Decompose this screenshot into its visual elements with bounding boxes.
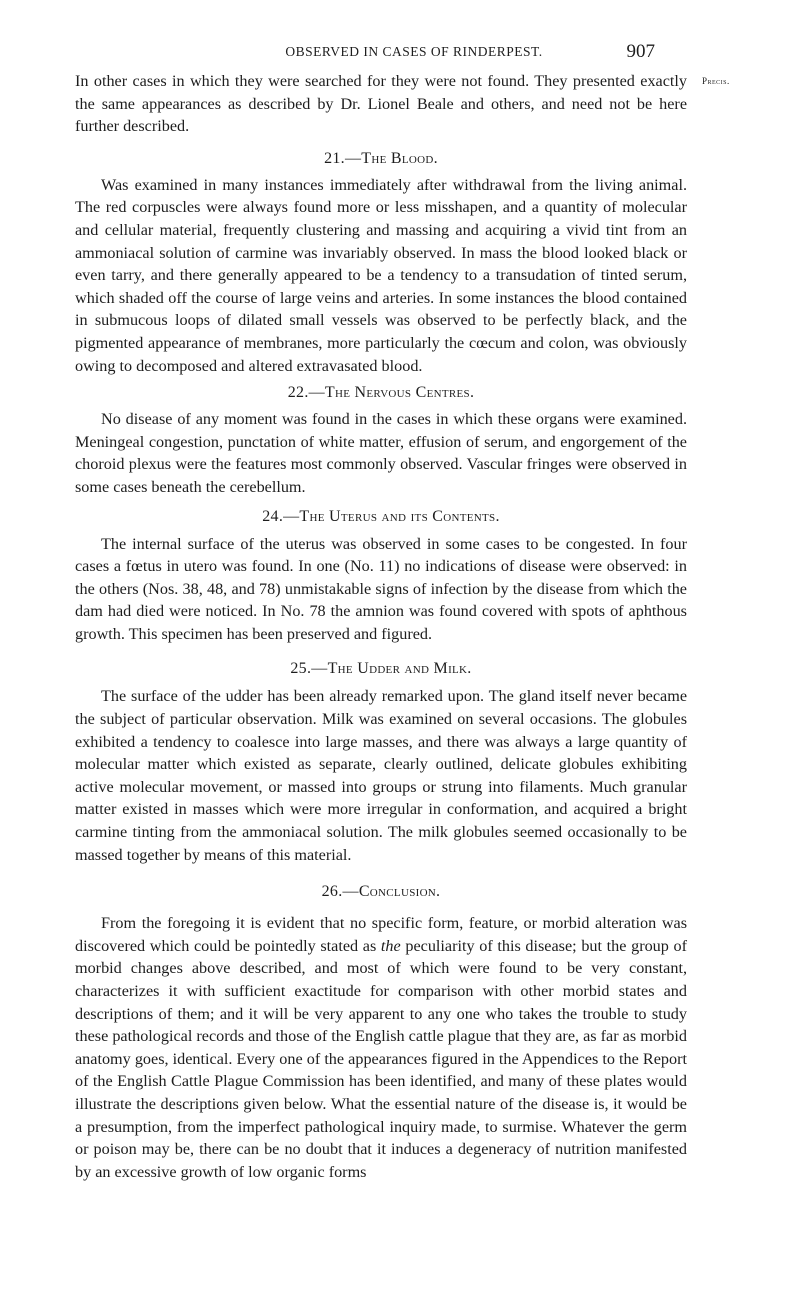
section-21-title: The Blood.: [361, 149, 438, 167]
page-number: 907: [626, 41, 655, 62]
running-header: [0, 41, 800, 66]
section-26-text-after: peculiarity of this disease; but the group of morbid changes above described, and most of which were found to be very constant, characterizes it with sufficient exactitude for comparison with other morbid states and descriptions of them; and it will be very apparent to any one who takes the trouble to study these pathological records and those of the English cattle plague that they are, as far as morbid anatomy goes, identical. Every one of the appearances figured in the Appendices to the Report of the English Cattle Plague Commission has been identified, and many of these plates would illustrate the descriptions given below. What the essential nature of the disease is, it would be a presumption, from the imperfect pathological inquiry made, to surmise. Whatever the germ or poison may be, there can be no doubt that it induces a degeneracy of nutrition manifested by an excessive growth of low organic forms: [75, 936, 688, 1181]
section-21-paragraph: Was examined in many instances immediately after withdrawal from the living animal. The red corpuscles were always found more or less misshapen, and a quantity of molecular and cellular material, frequently clustering and massing and acquiring a vivid tint from an ammoniacal solution of carmine was invariably observed. In mass the blood looked black or even tarry, and there generally appeared to be a tendency to a transudation of tinted serum, which shaded off the course of large veins and arteries. In some instances the blood contained in submucous loops of dilated small vessels was observed to be perfectly black, and the pigmented appearance of membranes, more particularly the cœcum and colon, was obviously owing to decomposed and altered extravasated blood.: [75, 175, 687, 375]
section-22-heading: [75, 382, 687, 404]
intro-paragraph: In other cases in which they were searched for they were not found. They presented exactly the same appearances as described by Dr. Lionel Beale and others, and need not be here further described.: [75, 72, 687, 136]
section-26-heading: [75, 881, 687, 903]
section-21-heading: [75, 148, 687, 170]
section-24-number: 24.—: [262, 507, 300, 525]
section-26-number: 26.—: [321, 883, 359, 901]
section-22-number: 22.—: [287, 384, 325, 402]
section-25-title: The Udder and Milk.: [327, 660, 472, 678]
section-26-paragraph: [75, 912, 687, 1183]
section-25-paragraph: The surface of the udder has been already remarked upon. The gland itself never became the subject of particular observation. Milk was examined on several occasions. The globules exhibited a tendency to coalesce into large masses, and there was always a large quantity of molecular matter which existed as separate, clearly outlined, delicate globules exhibiting active molecular movement, or massed into groups or strung into filaments. Much granular matter existed in masses which were more irregular in conformation, and acquired a bright carmine tinting from the ammoniacal solution. The milk globules seemed occasionally to be massed together by means of this material.: [75, 687, 687, 864]
section-25-heading: [75, 658, 687, 680]
section-25-number: 25.—: [290, 660, 328, 678]
section-24-heading: [75, 506, 687, 528]
running-header-title: OBSERVED IN CASES OF RINDERPEST.: [285, 44, 543, 59]
section-24-title: The Uterus and its Contents.: [299, 507, 500, 525]
section-22-paragraph: No disease of any moment was found in the cases in which these organs were examined. Meningeal congestion, punctation of white matter, effusion of serum, and engorgement of the choroid plexus were the features most commonly observed. Vascular fringes were observed in some cases beneath the cerebellum.: [75, 410, 687, 496]
section-24-paragraph: The internal surface of the uterus was observed in some cases to be congested. In four cases a fœtus in utero was found. In one (No. 11) no indications of disease were observed: in the others (Nos. 38, 48, and 78) unmistakable signs of infection by the disease from which the dam had died were noticed. In No. 78 the amnion was found covered with spots of aphthous growth. This specimen has been preserved and figured.: [75, 534, 687, 643]
section-21-number: 21.—: [324, 149, 362, 167]
section-26-text-italic: the: [380, 936, 401, 955]
section-22-title: The Nervous Centres.: [324, 384, 475, 402]
section-26-text-before: From the foregoing it is evident that no specific form, feature, or morbid alteration was discovered which could be pointedly stated as: [75, 914, 687, 955]
margin-note: Precis.: [702, 76, 730, 86]
section-26-title: Conclusion.: [358, 883, 441, 901]
page-body: [75, 70, 687, 1183]
